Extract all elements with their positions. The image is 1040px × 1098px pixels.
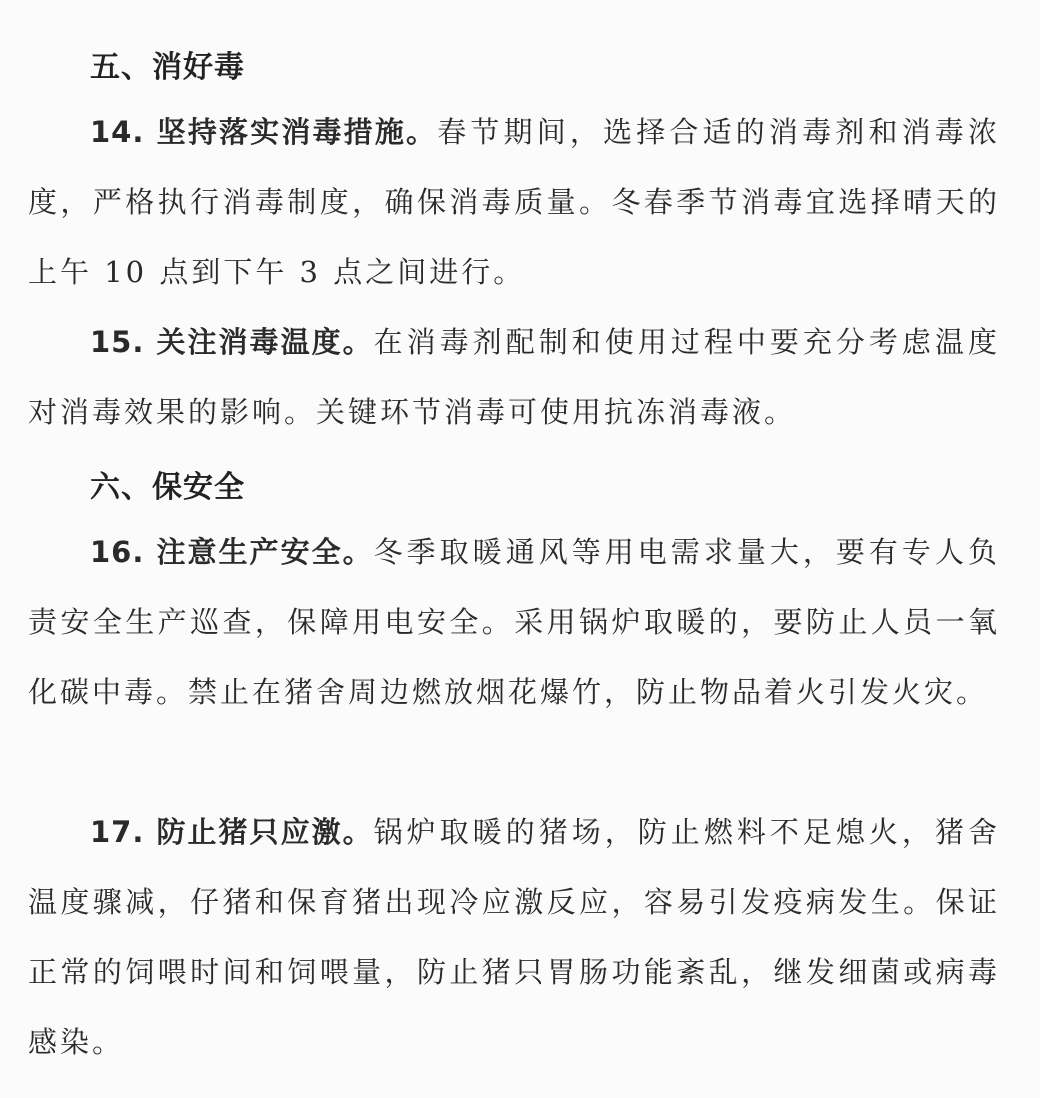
paragraph-16-text: 冬季取暖通风等用电需求量大，要有专人负责安全生产巡查，保障用电安全。采用锅炉取暖的，要防止人员一氧化碳中毒。禁止在猪舍周边燃放烟花爆竹，防止物品着火引发火灾。	[28, 535, 1000, 709]
section-heading-disinfection: 五、消好毒	[90, 50, 245, 85]
paragraph-14-lead: 14. 坚持落实消毒措施。	[90, 115, 438, 149]
paragraph-16	[28, 517, 1000, 727]
paragraph-15-text: 在消毒剂配制和使用过程中要充分考虑温度对消毒效果的影响。关键环节消毒可使用抗冻消毒液。	[28, 325, 1000, 429]
paragraph-17-text: 锅炉取暖的猪场，防止燃料不足熄火，猪舍温度骤减，仔猪和保育猪出现冷应激反应，容易引发疫病发生。保证正常的饲喂时间和饲喂量，防止猪只胃肠功能紊乱，继发细菌或病毒感染。	[28, 815, 1000, 1059]
paragraph-14	[28, 97, 1000, 307]
paragraph-17-lead: 17. 防止猪只应激。	[90, 815, 374, 849]
paragraph-16-lead: 16. 注意生产安全。	[90, 535, 374, 569]
paragraph-15-lead: 15. 关注消毒温度。	[90, 325, 374, 359]
paragraph-14-text: 春节期间，选择合适的消毒剂和消毒浓度，严格执行消毒制度，确保消毒质量。冬春季节消毒宜选择晴天的上午 10 点到下午 3 点之间进行。	[28, 115, 1000, 289]
section-heading-safety: 六、保安全	[90, 470, 245, 505]
paragraph-17	[28, 797, 1000, 1077]
paragraph-15	[28, 307, 1000, 447]
